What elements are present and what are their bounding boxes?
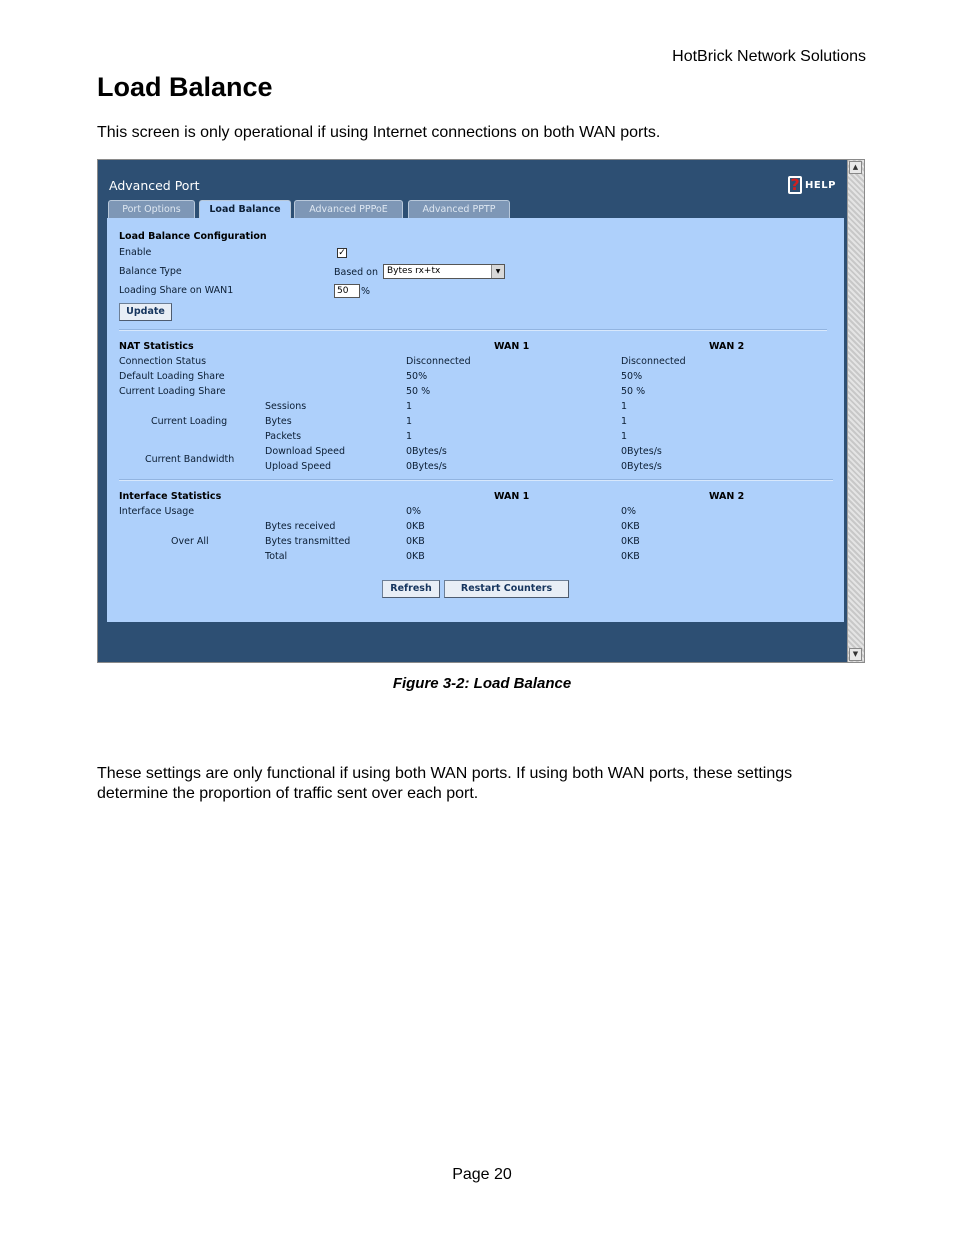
wan2-bytes-transmitted: 0KB	[621, 536, 640, 547]
wan1-default-share: 50%	[406, 371, 428, 382]
default-share-label: Default Loading Share	[119, 371, 225, 382]
config-title: Load Balance Configuration	[119, 231, 267, 242]
percent-label: %	[361, 286, 371, 297]
packets-label: Packets	[265, 431, 302, 442]
bytes-transmitted-label: Bytes transmitted	[265, 536, 351, 547]
wan1-total: 0KB	[406, 551, 425, 562]
enable-label: Enable	[119, 247, 152, 258]
tab-advanced-pppoe[interactable]: Advanced PPPoE	[294, 200, 403, 218]
content-panel	[107, 218, 844, 622]
page-number: Page 20	[452, 1166, 512, 1183]
wan1-connection-status: Disconnected	[406, 356, 471, 367]
divider	[119, 329, 827, 331]
wan1-current-share: 50 %	[406, 386, 431, 397]
bytes-label: Bytes	[265, 416, 292, 427]
loading-share-label: Loading Share on WAN1	[119, 285, 234, 296]
figure-caption: Figure 3-2: Load Balance	[392, 675, 572, 692]
nat-wan1-header: WAN 1	[494, 341, 530, 352]
scroll-up-icon[interactable]: ▲	[849, 161, 862, 174]
wan2-default-share: 50%	[621, 371, 643, 382]
total-label: Total	[265, 551, 288, 562]
window-title: Advanced Port	[109, 178, 200, 193]
iface-wan2-header: WAN 2	[709, 491, 745, 502]
download-speed-label: Download Speed	[265, 446, 346, 457]
nat-wan2-header: WAN 2	[709, 341, 745, 352]
wan1-bytes-received: 0KB	[406, 521, 425, 532]
load-balance-screenshot	[97, 159, 865, 663]
chevron-down-icon[interactable]: ▼	[491, 265, 504, 278]
wan1-packets: 1	[406, 431, 413, 442]
wan1-sessions: 1	[406, 401, 413, 412]
balance-type-select[interactable]	[383, 264, 505, 279]
intro-text: This screen is only operational if using Internet connections on both WAN ports.	[97, 124, 661, 141]
wan2-bytes: 1	[621, 416, 628, 427]
tab-advanced-pptp[interactable]: Advanced PPTP	[408, 200, 510, 218]
over-all-label: Over All	[171, 536, 209, 547]
wan2-packets: 1	[621, 431, 628, 442]
divider	[119, 479, 833, 481]
vertical-scrollbar[interactable]	[847, 160, 864, 662]
help-button[interactable]	[788, 176, 840, 198]
current-share-label: Current Loading Share	[119, 386, 226, 397]
sessions-label: Sessions	[265, 401, 307, 412]
wan1-upload-speed: 0Bytes/s	[406, 461, 447, 472]
update-button[interactable]: Update	[119, 303, 172, 321]
current-bandwidth-label: Current Bandwidth	[145, 454, 235, 465]
wan1-interface-usage: 0%	[406, 506, 422, 517]
wan2-bytes-received: 0KB	[621, 521, 640, 532]
help-label: HELP	[805, 180, 836, 191]
bytes-received-label: Bytes received	[265, 521, 336, 532]
nat-stats-title: NAT Statistics	[119, 341, 194, 352]
balance-type-label: Balance Type	[119, 266, 182, 277]
based-on-label: Based on	[334, 267, 379, 278]
document-header: HotBrick Network Solutions	[672, 48, 866, 65]
wan2-sessions: 1	[621, 401, 628, 412]
wan2-upload-speed: 0Bytes/s	[621, 461, 662, 472]
tab-load-balance[interactable]: Load Balance	[199, 200, 291, 219]
wan1-download-speed: 0Bytes/s	[406, 446, 447, 457]
wan2-connection-status: Disconnected	[621, 356, 686, 367]
enable-checkbox[interactable]: ✓	[338, 248, 346, 258]
wan2-interface-usage: 0%	[621, 506, 637, 517]
tab-port-options[interactable]: Port Options	[108, 200, 195, 218]
scroll-down-icon[interactable]: ▼	[849, 648, 862, 661]
help-icon: ?	[788, 176, 802, 194]
iface-wan1-header: WAN 1	[494, 491, 530, 502]
refresh-button[interactable]: Refresh	[382, 580, 440, 598]
loading-share-input[interactable]: 50	[334, 284, 360, 298]
upload-speed-label: Upload Speed	[265, 461, 332, 472]
interface-usage-label: Interface Usage	[119, 506, 195, 517]
interface-stats-title: Interface Statistics	[119, 491, 222, 502]
connection-status-label: Connection Status	[119, 356, 207, 367]
page-title: Load Balance	[97, 72, 273, 102]
body-paragraph: These settings are only functional if using both WAN ports. If using both WAN ports, these settings determine the proportion of traffic sent over each port.	[97, 765, 793, 802]
wan2-total: 0KB	[621, 551, 640, 562]
balance-type-value: Bytes rx+tx	[387, 266, 441, 276]
wan1-bytes-transmitted: 0KB	[406, 536, 425, 547]
restart-counters-button[interactable]: Restart Counters	[444, 580, 569, 598]
current-loading-label: Current Loading	[151, 416, 228, 427]
wan1-bytes: 1	[406, 416, 413, 427]
wan2-download-speed: 0Bytes/s	[621, 446, 662, 457]
wan2-current-share: 50 %	[621, 386, 646, 397]
